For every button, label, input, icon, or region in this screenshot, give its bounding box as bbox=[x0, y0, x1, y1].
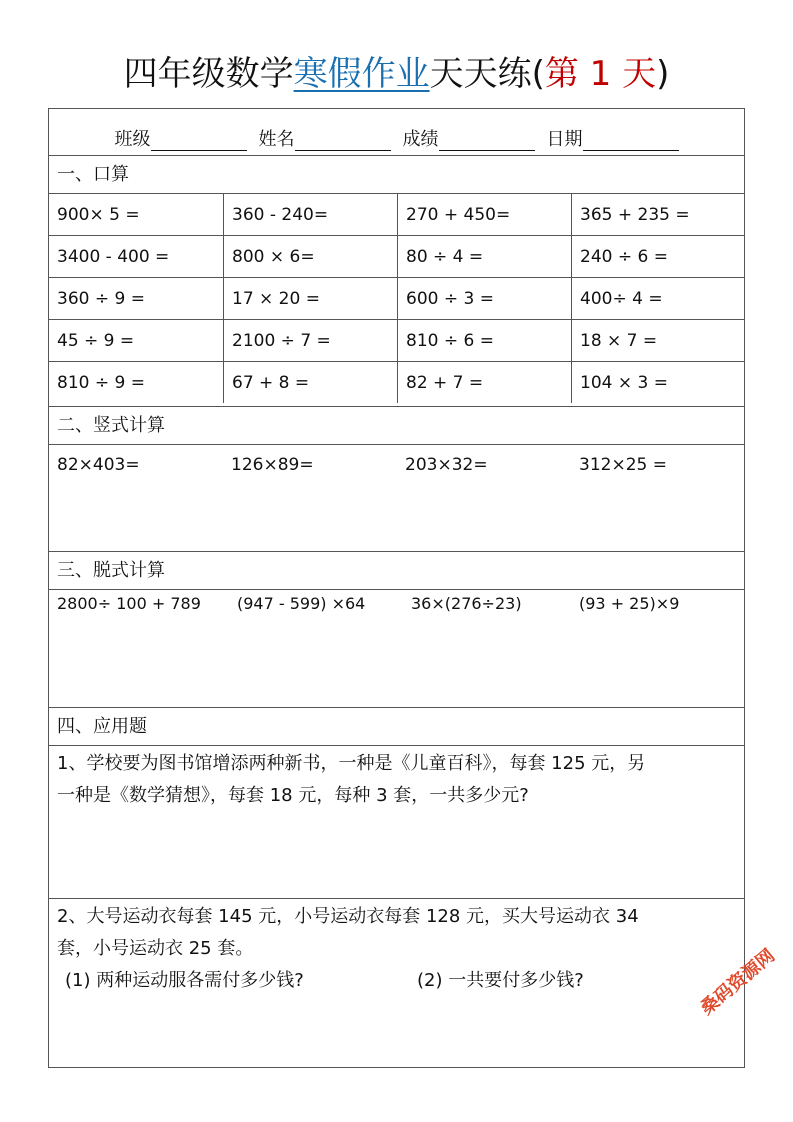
sub-question-1: (1) 两种运动服各需付多少钱? bbox=[65, 970, 304, 991]
name-label: 姓名 bbox=[258, 129, 295, 150]
mental-math-cell: 365 + 235 = bbox=[571, 194, 744, 235]
title-close-paren: ) bbox=[656, 54, 670, 94]
score-field bbox=[403, 125, 535, 151]
title-day-number: 第 1 天 bbox=[544, 54, 657, 94]
mental-math-cell: 800 × 6= bbox=[223, 236, 397, 277]
mental-math-row bbox=[49, 277, 744, 319]
mental-math-cell: 80 ÷ 4 = bbox=[397, 236, 571, 277]
word-problem-1-line2: 一种是《数学猜想》，每套 18 元，每种 3 套，一共多少元? bbox=[57, 785, 529, 806]
mental-math-cell: 67 + 8 = bbox=[223, 362, 397, 403]
mental-math-cell: 3400 - 400 = bbox=[57, 247, 170, 267]
mental-math-cell: 360 ÷ 9 = bbox=[57, 289, 145, 309]
section-word-problems-heading: 四、应用题 bbox=[49, 707, 744, 745]
class-field bbox=[115, 125, 247, 151]
date-field bbox=[547, 125, 679, 151]
mental-math-cell: 18 × 7 = bbox=[571, 320, 744, 361]
mental-math-cell: 17 × 20 = bbox=[223, 278, 397, 319]
word-problem-2-line1: 2、大号运动衣每套 145 元，小号运动衣每套 128 元，买大号运动衣 34 bbox=[57, 906, 639, 927]
date-label: 日期 bbox=[546, 129, 583, 150]
worksheet-title bbox=[0, 52, 793, 96]
class-label: 班级 bbox=[114, 129, 151, 150]
mental-math-row bbox=[49, 193, 744, 235]
score-label: 成绩 bbox=[402, 129, 439, 150]
mental-math-cell: 82 + 7 = bbox=[397, 362, 571, 403]
mental-math-cell: 900× 5 = bbox=[57, 205, 140, 225]
score-blank[interactable] bbox=[439, 132, 535, 151]
step-calc-area[interactable] bbox=[49, 589, 744, 707]
step-calc-problem: 36×(276÷23) bbox=[411, 594, 522, 613]
vertical-calc-problem: 82×403= bbox=[57, 455, 140, 475]
mental-math-cell: 600 ÷ 3 = bbox=[397, 278, 571, 319]
worksheet-table bbox=[48, 108, 745, 1068]
mental-math-row bbox=[49, 361, 744, 403]
vertical-calc-problem: 203×32= bbox=[405, 455, 488, 475]
step-calc-problem: (947 - 599) ×64 bbox=[237, 594, 366, 613]
name-blank[interactable] bbox=[295, 132, 391, 151]
word-problem-2-subquestions bbox=[49, 965, 744, 997]
date-blank[interactable] bbox=[583, 132, 679, 151]
word-problem-1-text bbox=[49, 746, 744, 812]
mental-math-cell: 104 × 3 = bbox=[571, 362, 744, 403]
mental-math-cell: 360 - 240= bbox=[223, 194, 397, 235]
word-problem-1-line1: 1、学校要为图书馆增添两种新书，一种是《儿童百科》，每套 125 元，另 bbox=[57, 753, 646, 774]
mental-math-cell: 2100 ÷ 7 = bbox=[223, 320, 397, 361]
name-field bbox=[259, 125, 391, 151]
vertical-calc-problem: 312×25 = bbox=[579, 455, 667, 475]
section-vertical-calc-heading: 二、竖式计算 bbox=[49, 406, 744, 444]
mental-math-cell: 400÷ 4 = bbox=[571, 278, 744, 319]
mental-math-row bbox=[49, 319, 744, 361]
mental-math-cell: 240 ÷ 6 = bbox=[571, 236, 744, 277]
word-problem-2[interactable] bbox=[49, 898, 744, 1067]
class-blank[interactable] bbox=[151, 132, 247, 151]
step-calc-problem: (93 + 25)×9 bbox=[579, 594, 680, 613]
student-info-row bbox=[49, 109, 744, 155]
mental-math-cell: 45 ÷ 9 = bbox=[57, 331, 135, 351]
section-step-calc-heading: 三、脱式计算 bbox=[49, 551, 744, 589]
section-mental-math-heading: 一、口算 bbox=[49, 155, 744, 193]
word-problem-2-text bbox=[49, 899, 744, 965]
mental-math-cell: 270 + 450= bbox=[397, 194, 571, 235]
vertical-calc-area[interactable] bbox=[49, 444, 744, 551]
mental-math-cell: 810 ÷ 6 = bbox=[397, 320, 571, 361]
title-winter-homework: 寒假作业 bbox=[293, 54, 430, 94]
title-grade-subject: 四年级数学 bbox=[123, 54, 294, 94]
vertical-calc-problem: 126×89= bbox=[231, 455, 314, 475]
title-daily-practice: 天天练( bbox=[429, 54, 545, 94]
mental-math-cell: 810 ÷ 9 = bbox=[57, 373, 145, 393]
word-problem-2-line2: 套，小号运动衣 25 套。 bbox=[57, 938, 254, 959]
word-problem-1[interactable] bbox=[49, 745, 744, 898]
mental-math-row bbox=[49, 235, 744, 277]
sub-question-2: (2) 一共要付多少钱? bbox=[417, 970, 584, 991]
watermark-stamp: 桑码资源网 bbox=[696, 945, 780, 1020]
step-calc-problem: 2800÷ 100 + 789 bbox=[57, 594, 201, 613]
